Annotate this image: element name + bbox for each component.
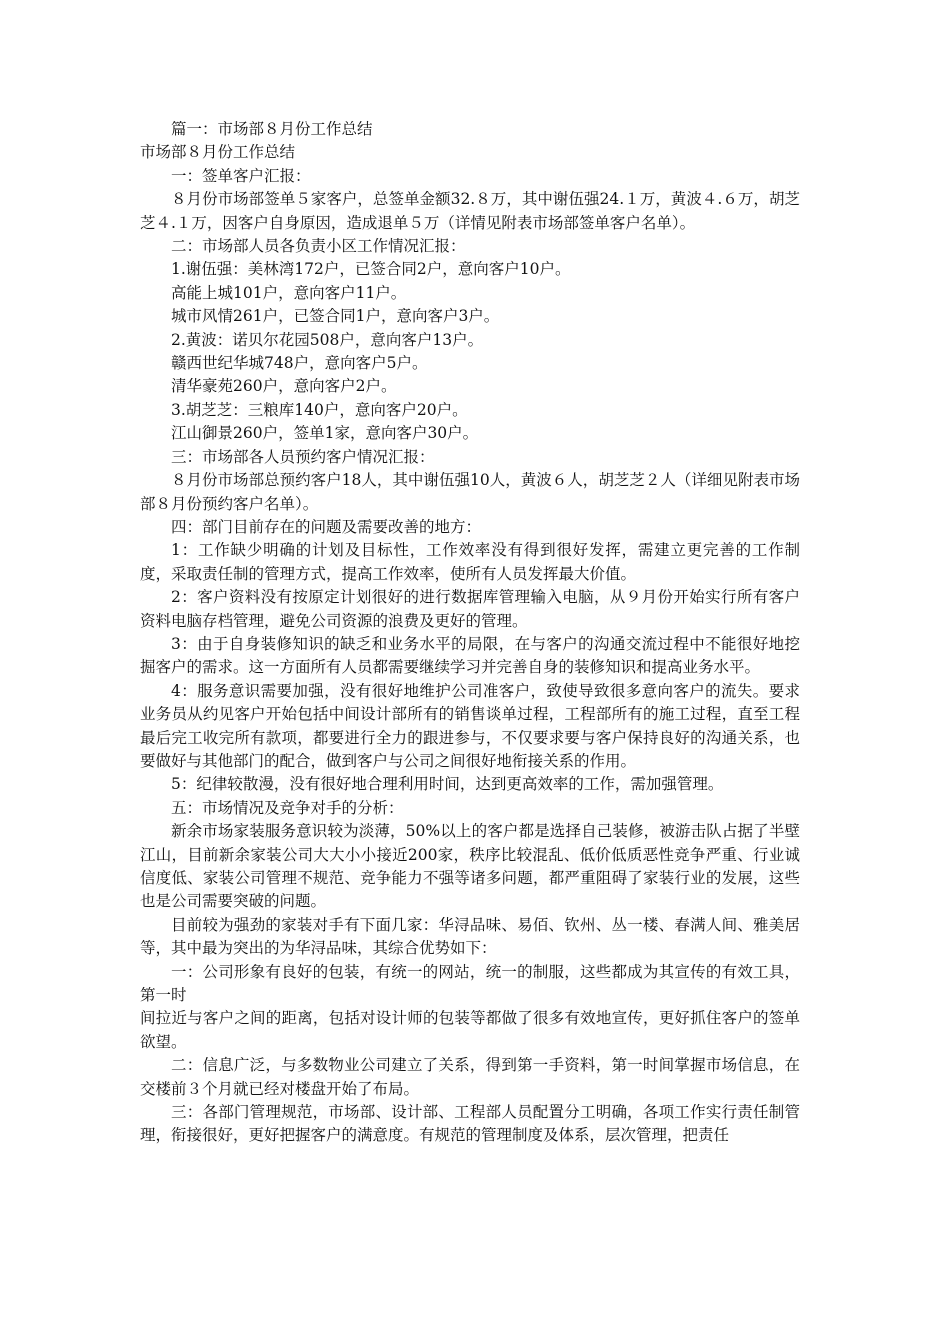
list-item: 2.黄波：诺贝尔花园508户，意向客户13户。 [171, 330, 484, 349]
paragraph: 5：纪律较散漫，没有很好地合理利用时间，达到更高效率的工作，需加强管理。 [171, 775, 724, 794]
list-item: 江山御景260户，签单1家，意向客户30户。 [171, 424, 479, 443]
list-item: 高能上城101户，意向客户11户。 [171, 283, 407, 302]
section-heading: 一：签单客户汇报： [171, 166, 311, 185]
section-heading: 四：部门目前存在的问题及需要改善的地方： [171, 517, 482, 536]
paragraph: 三：各部门管理规范，市场部、设计部、工程部人员配置分工明确，各项工作实行责任制管理，衔接很好，更好把握客户的满意度。有规范的管理制度及体系，层次管理，把责任 [140, 1103, 800, 1145]
paragraph: 新余市场家装服务意识较为淡薄，50%以上的客户都是选择自己装修，被游击队占据了半壁江山，目前新余家装公司大大小小接近200家，秩序比较混乱、低价低质恶性竞争严重、行业诚信度低、家装公司管理不规范、竞争能力不强等诸多问题，都严重阻碍了家装行业的发展，这些也是公司需要突破的问题。 [140, 822, 800, 911]
list-item: 3.胡芝芝：三粮库140户，意向客户20户。 [171, 400, 468, 419]
doc-title: 篇一：市场部８月份工作总结 [171, 120, 373, 138]
paragraph: 二：信息广泛，与多数物业公司建立了关系，得到第一手资料，第一时间掌握市场信息，在交楼前３个月就已经对楼盘开始了布局。 [140, 1056, 800, 1098]
paragraph: 1：工作缺少明确的计划及目标性，工作效率没有得到很好发挥，需建立更完善的工作制度，采取责任制的管理方式，提高工作效率，使所有人员发挥最大价值。 [140, 541, 800, 583]
section-heading: 三：市场部各人员预约客户情况汇报： [171, 447, 435, 466]
doc-subtitle: 市场部８月份工作总结 [140, 143, 296, 162]
paragraph: 3：由于自身装修知识的缺乏和业务水平的局限，在与客户的沟通交流过程中不能很好地挖掘客户的需求。这一方面所有人员都需要继续学习并完善自身的装修知识和提高业务水平。 [140, 634, 800, 677]
paragraph: 间拉近与客户之间的距离，包括对设计师的包装等都做了很多有效地宣传，更好抓住客户的签单欲望。 [140, 1009, 800, 1051]
paragraph: ８月份市场部签单５家客户，总签单金额32.８万，其中谢伍强24.１万，黄波４.６万，胡芝芝４.１万，因客户自身原因，造成退单５万（详情见附表市场部签单客户名单）。 [140, 190, 800, 232]
paragraph: 2：客户资料没有按原定计划很好的进行数据库管理输入电脑，从９月份开始实行所有客户资料电脑存档管理，避免公司资源的浪费及更好的管理。 [140, 588, 800, 630]
list-item: 城市风情261户，已签合同1户，意向客户3户。 [171, 307, 500, 326]
list-item: 1.谢伍强：美林湾172户，已签合同2户，意向客户10户。 [171, 260, 571, 279]
list-item: 赣西世纪华城748户，意向客户5户。 [171, 354, 428, 373]
paragraph: 目前较为强劲的家装对手有下面几家：华浔品味、易佰、钦州、丛一楼、春满人间、雅美居等，其中最为突出的为华浔品味，其综合优势如下： [140, 915, 800, 958]
paragraph: ８月份市场部总预约客户18人，其中谢伍强10人，黄波６人，胡芝芝２人（详细见附表市场部８月份预约客户名单）。 [140, 471, 800, 513]
section-heading: 五：市场情况及竞争对手的分析： [171, 798, 404, 817]
document-body [140, 118, 800, 1148]
section-heading: 二：市场部人员各负责小区工作情况汇报： [171, 237, 466, 256]
paragraph: 4：服务意识需要加强，没有很好地维护公司准客户，致使导致很多意向客户的流失。要求业务员从约见客户开始包括中间设计部所有的销售谈单过程，工程部所有的施工过程，直至工程最后完工收完所有款项，都要进行全力的跟进参与，不仅要求要与客户保持良好的沟通关系，也要做好与其他部门的配合，做到客户与公司之间很好地衔接关系的作用。 [140, 681, 800, 770]
list-item: 清华豪苑260户，意向客户2户。 [171, 377, 397, 396]
paragraph: 一：公司形象有良好的包装，有统一的网站，统一的制服，这些都成为其宣传的有效工具，第一时 [140, 962, 800, 1005]
